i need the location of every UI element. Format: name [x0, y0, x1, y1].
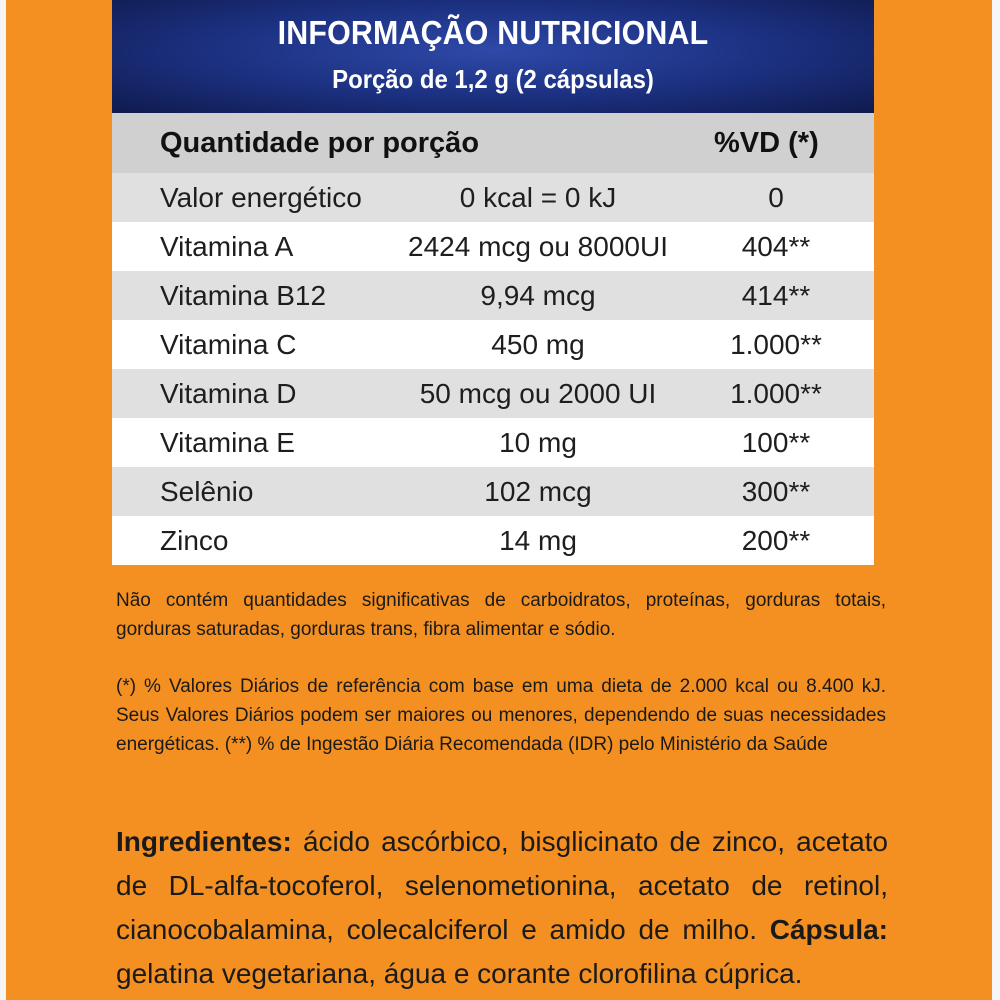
nutrient-daily-value: 100**	[741, 427, 811, 458]
table-row	[112, 467, 874, 516]
table-row	[112, 320, 874, 369]
table-column-header	[112, 113, 874, 173]
nutrient-daily-value: 414**	[741, 280, 811, 311]
table-row	[112, 516, 874, 565]
nutrient-daily-value: 1.000**	[730, 378, 822, 409]
capsule-label: Cápsula:	[769, 914, 888, 945]
nutrient-name: Vitamina B12	[160, 280, 327, 311]
nutrition-title: INFORMAÇÃO NUTRICIONAL	[277, 14, 709, 51]
nutrient-amount: 50 mcg ou 2000 UI	[419, 378, 657, 409]
table-row	[112, 418, 874, 467]
nutrient-amount: 10 mg	[499, 427, 577, 458]
daily-value-footnote: (*) % Valores Diários de referência com base em uma dieta de 2.000 kcal ou 8.400 kJ. Seus Valores Diários podem ser maiores ou menores, dependendo de suas necessidades energéticas. (**) % de Ingestão Diária Recomendada (IDR) pelo Ministério da Saúde	[116, 676, 886, 755]
nutrient-amount: 102 mcg	[484, 476, 592, 507]
nutrient-name: Selênio	[160, 476, 254, 507]
nutrition-header	[112, 0, 874, 113]
nutrient-amount: 0 kcal = 0 kJ	[459, 182, 617, 213]
nutrient-name: Zinco	[160, 525, 229, 556]
nutrient-disclaimer: Não contém quantidades significativas de carboidratos, proteínas, gorduras totais, gorduras saturadas, gorduras trans, fibra alimentar e sódio.	[116, 590, 886, 640]
table-row	[112, 173, 874, 222]
ingredients-paragraph	[116, 820, 888, 996]
nutrient-amount: 450 mg	[491, 329, 585, 360]
nutrient-name: Valor energético	[160, 182, 362, 213]
nutrient-name: Vitamina C	[160, 329, 297, 360]
nutrient-name: Vitamina E	[160, 427, 295, 458]
nutrient-daily-value: 404**	[741, 231, 811, 262]
column-header-quantity: Quantidade por porção	[160, 127, 480, 159]
table-row	[112, 222, 874, 271]
serving-size: Porção de 1,2 g (2 cápsulas)	[332, 64, 654, 94]
nutrient-daily-value: 200**	[741, 525, 811, 556]
nutrition-table	[112, 113, 874, 565]
capsule-text: gelatina vegetariana, água e corante clorofilina cúprica.	[116, 958, 803, 989]
nutrient-name: Vitamina A	[160, 231, 294, 262]
nutrient-daily-value: 0	[768, 182, 784, 213]
column-header-daily-value: %VD (*)	[714, 127, 819, 159]
nutrient-name: Vitamina D	[160, 378, 297, 409]
nutrient-amount: 9,94 mcg	[480, 280, 596, 311]
nutrient-amount: 14 mg	[499, 525, 577, 556]
nutrient-daily-value: 300**	[741, 476, 811, 507]
table-row	[112, 369, 874, 418]
ingredients-text: ácido ascórbico, bisglicinato de zinco, acetato de DL-alfa-tocoferol, selenometionina, acetato de retinol, cianocobalamina, colecalciferol e amido de milho.	[116, 826, 888, 945]
nutrient-daily-value: 1.000**	[730, 329, 822, 360]
table-row	[112, 271, 874, 320]
nutrient-amount: 2424 mcg ou 8000UI	[408, 231, 668, 262]
ingredients-label: Ingredientes:	[116, 826, 292, 857]
